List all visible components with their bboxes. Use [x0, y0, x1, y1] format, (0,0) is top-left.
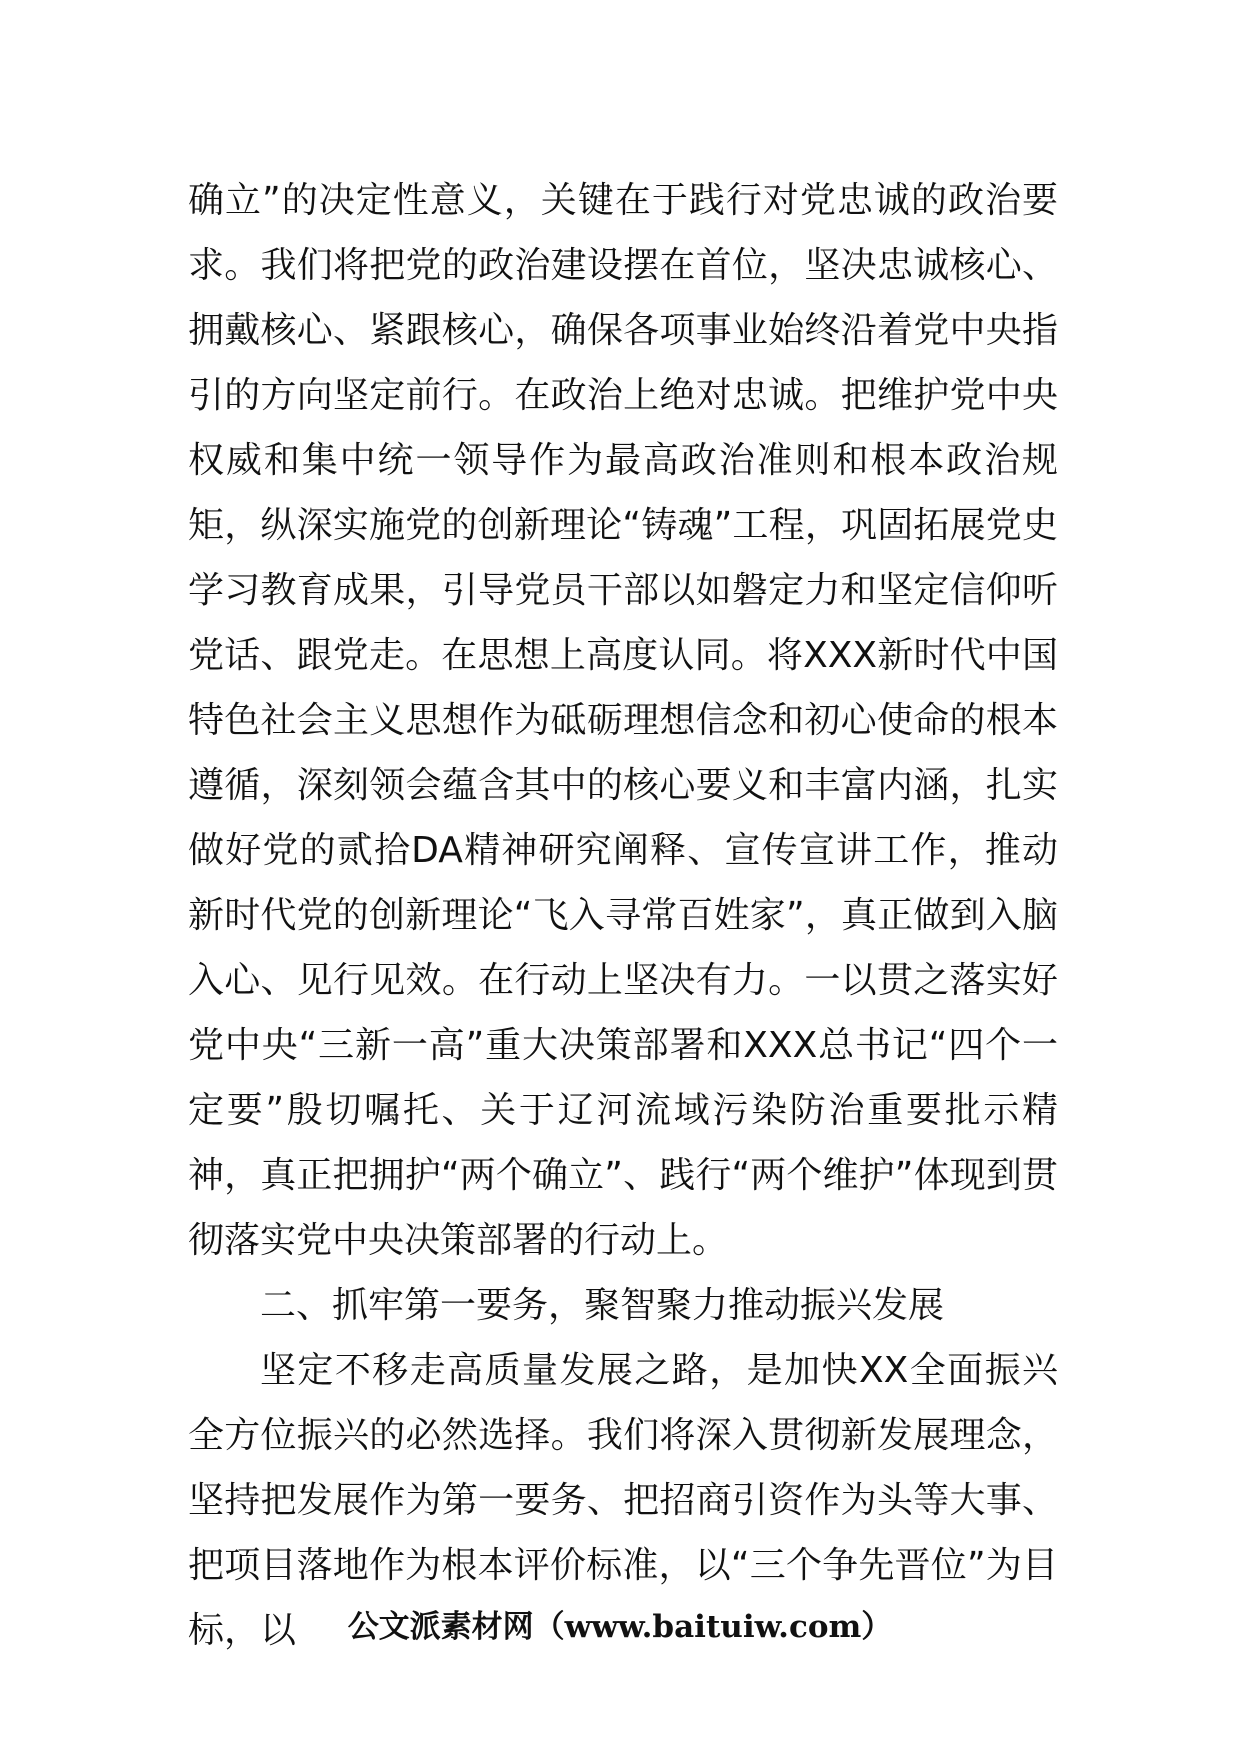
- paragraph-section-two: 坚定不移走高质量发展之路，是加快XX全面振兴全方位振兴的必然选择。我们将深入贯彻新发展理念，坚持把发展作为第一要务、把招商引资作为头等大事、把项目落地作为根本评价标准，以“三个争先晋位”为目标，以: [188, 1350, 1058, 1651]
- footer-source: 公文派素材网（www.baituiw.com）: [347, 1609, 893, 1645]
- document-body: [188, 168, 1058, 1663]
- paragraph-continuation: 确立”的决定性意义，关键在于践行对党忠诚的政治要求。我们将把党的政治建设摆在首位，坚决忠诚核心、拥戴核心、紧跟核心，确保各项事业始终沿着党中央指引的方向坚定前行。在政治上绝对忠诚。把维护党中央权威和集中统一领导作为最高政治准则和根本政治规矩，纵深实施党的创新理论“铸魂”工程，巩固拓展党史学习教育成果，引导党员干部以如磐定力和坚定信仰听党话、跟党走。在思想上高度认同。将XXX新时代中国特色社会主义思想作为砥砺理想信念和初心使命的根本遵循，深刻领会蕴含其中的核心要义和丰富内涵，扎实做好党的贰拾DA精神研究阐释、宣传宣讲工作，推动新时代党的创新理论“飞入寻常百姓家”，真正做到入脑入心、见行见效。在行动上坚决有力。一以贯之落实好党中央“三新一高”重大决策部署和XXX总书记“四个一定要”殷切嘱托、关于辽河流域污染防治重要批示精神，真正把拥护“两个确立”、践行“两个维护”体现到贯彻落实党中央决策部署的行动上。: [188, 180, 1058, 1261]
- section-heading: 二、抓牢第一要务，聚智聚力推动振兴发展: [260, 1285, 945, 1326]
